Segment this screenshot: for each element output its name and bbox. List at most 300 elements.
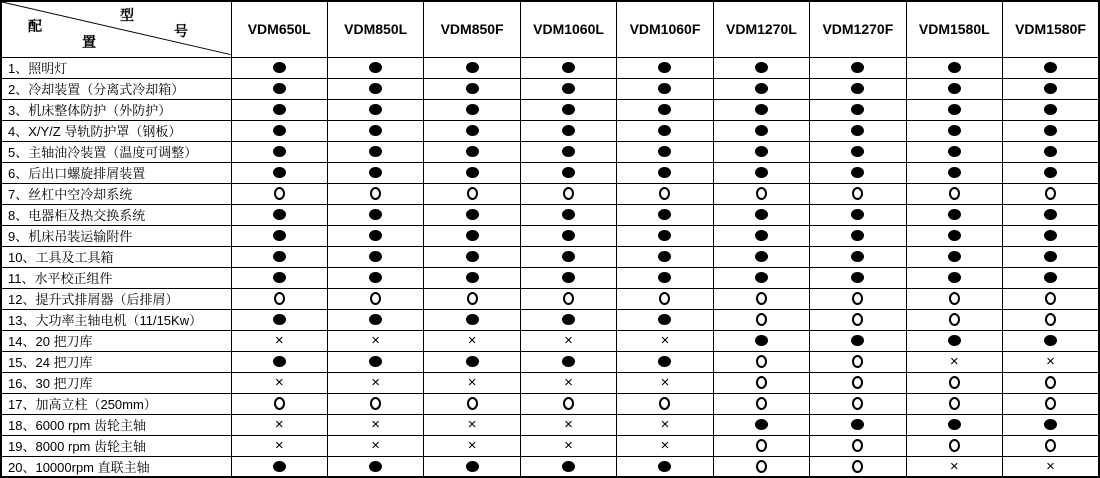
cell-standard: [1003, 141, 1100, 162]
cell-standard: [327, 456, 423, 477]
cell-standard: [810, 330, 906, 351]
filled-circle-symbol: [1044, 167, 1057, 178]
cell-standard: [617, 456, 713, 477]
cell-standard: [424, 456, 520, 477]
row-label: 1、照明灯: [1, 57, 231, 78]
filled-circle-symbol: [948, 104, 961, 115]
cell-standard: [1003, 120, 1100, 141]
cell-standard: [713, 120, 809, 141]
filled-circle-symbol: [948, 230, 961, 241]
open-circle-symbol: [756, 460, 767, 473]
table-row: [1, 57, 1099, 78]
cross-symbol: ×: [274, 437, 284, 454]
filled-circle-symbol: [755, 251, 768, 262]
cell-standard: [617, 246, 713, 267]
cell-standard: [327, 78, 423, 99]
cross-symbol: ×: [467, 332, 477, 349]
cell-standard: [810, 414, 906, 435]
cell-standard: [327, 267, 423, 288]
cell-standard: [327, 309, 423, 330]
filled-circle-symbol: [658, 272, 671, 283]
cell-optional: [231, 393, 327, 414]
open-circle-symbol: [1045, 313, 1056, 326]
cell-standard: [810, 225, 906, 246]
cell-unavailable: [231, 330, 327, 351]
cell-unavailable: [424, 330, 520, 351]
cell-optional: [713, 288, 809, 309]
open-circle-symbol: [852, 355, 863, 368]
filled-circle-symbol: [851, 146, 864, 157]
filled-circle-symbol: [273, 146, 286, 157]
filled-circle-symbol: [658, 125, 671, 136]
cross-symbol: ×: [660, 416, 670, 433]
cell-standard: [231, 225, 327, 246]
filled-circle-symbol: [466, 167, 479, 178]
filled-circle-symbol: [851, 230, 864, 241]
filled-circle-symbol: [562, 62, 575, 73]
table-row: [1, 141, 1099, 162]
row-label: 2、冷却装置（分离式冷却箱）: [1, 78, 231, 99]
filled-circle-symbol: [466, 125, 479, 136]
filled-circle-symbol: [273, 251, 286, 262]
cell-optional: [1003, 393, 1100, 414]
cell-standard: [424, 309, 520, 330]
filled-circle-symbol: [466, 83, 479, 94]
cell-standard: [713, 414, 809, 435]
cell-optional: [810, 351, 906, 372]
cell-unavailable: [231, 435, 327, 456]
cross-symbol: ×: [1046, 457, 1055, 475]
table-row: [1, 372, 1099, 393]
row-label: 17、加高立柱（250mm）: [1, 393, 231, 414]
open-circle-symbol: [1045, 439, 1056, 452]
cell-unavailable: [1003, 351, 1100, 372]
filled-circle-symbol: [755, 104, 768, 115]
filled-circle-symbol: [948, 167, 961, 178]
open-circle-symbol: [949, 397, 960, 410]
open-circle-symbol: [370, 397, 381, 410]
filled-circle-symbol: [562, 461, 575, 472]
cell-standard: [906, 414, 1002, 435]
open-circle-symbol: [274, 292, 285, 305]
filled-circle-symbol: [1044, 125, 1057, 136]
cross-symbol: ×: [660, 437, 670, 454]
row-label: 20、10000rpm 直联主轴: [1, 456, 231, 477]
cell-standard: [424, 141, 520, 162]
filled-circle-symbol: [273, 314, 286, 325]
cell-unavailable: [424, 435, 520, 456]
cell-standard: [327, 204, 423, 225]
cell-standard: [231, 246, 327, 267]
cell-optional: [810, 435, 906, 456]
cross-symbol: ×: [949, 353, 959, 370]
cell-optional: [1003, 435, 1100, 456]
cell-standard: [810, 204, 906, 225]
filled-circle-symbol: [755, 230, 768, 241]
filled-circle-symbol: [466, 230, 479, 241]
filled-circle-symbol: [273, 461, 286, 472]
table-row: [1, 267, 1099, 288]
cell-standard: [906, 78, 1002, 99]
filled-circle-symbol: [273, 83, 286, 94]
cell-standard: [906, 120, 1002, 141]
filled-circle-symbol: [755, 83, 768, 94]
cell-optional: [520, 183, 616, 204]
filled-circle-symbol: [273, 356, 286, 367]
filled-circle-symbol: [273, 104, 286, 115]
filled-circle-symbol: [369, 356, 382, 367]
cell-standard: [520, 78, 616, 99]
open-circle-symbol: [370, 292, 381, 305]
cell-standard: [424, 120, 520, 141]
filled-circle-symbol: [948, 209, 961, 220]
corner-label-model-char-1: 型: [120, 7, 134, 23]
cell-optional: [713, 183, 809, 204]
column-header: VDM850F: [424, 1, 520, 57]
cell-standard: [713, 330, 809, 351]
cross-symbol: ×: [467, 416, 477, 433]
cell-standard: [617, 225, 713, 246]
cell-optional: [906, 309, 1002, 330]
cell-standard: [424, 267, 520, 288]
filled-circle-symbol: [369, 62, 382, 73]
table-row: [1, 288, 1099, 309]
filled-circle-symbol: [369, 146, 382, 157]
cell-optional: [906, 393, 1002, 414]
cell-standard: [713, 162, 809, 183]
filled-circle-symbol: [466, 356, 479, 367]
open-circle-symbol: [852, 376, 863, 389]
filled-circle-symbol: [562, 209, 575, 220]
filled-circle-symbol: [1044, 209, 1057, 220]
cell-optional: [810, 288, 906, 309]
table-row: [1, 183, 1099, 204]
table-row: [1, 99, 1099, 120]
cell-standard: [617, 120, 713, 141]
cell-standard: [231, 351, 327, 372]
cell-standard: [810, 99, 906, 120]
cell-optional: [713, 456, 809, 477]
filled-circle-symbol: [466, 251, 479, 262]
row-label: 9、机床吊装运输附件: [1, 225, 231, 246]
cross-symbol: ×: [467, 437, 477, 454]
filled-circle-symbol: [369, 251, 382, 262]
table-row: [1, 456, 1099, 477]
open-circle-symbol: [659, 397, 670, 410]
table-row: [1, 435, 1099, 456]
cell-standard: [617, 204, 713, 225]
open-circle-symbol: [563, 397, 574, 410]
cell-standard: [713, 225, 809, 246]
cell-optional: [906, 183, 1002, 204]
cell-unavailable: [617, 435, 713, 456]
cross-symbol: ×: [274, 416, 284, 433]
cell-standard: [424, 99, 520, 120]
filled-circle-symbol: [948, 125, 961, 136]
open-circle-symbol: [756, 292, 767, 305]
filled-circle-symbol: [273, 125, 286, 136]
open-circle-symbol: [370, 187, 381, 200]
cell-optional: [810, 309, 906, 330]
cell-standard: [1003, 204, 1100, 225]
table-row: [1, 162, 1099, 183]
filled-circle-symbol: [369, 83, 382, 94]
filled-circle-symbol: [273, 62, 286, 73]
filled-circle-symbol: [1044, 272, 1057, 283]
cell-standard: [906, 204, 1002, 225]
cell-standard: [617, 57, 713, 78]
open-circle-symbol: [949, 187, 960, 200]
cross-symbol: ×: [1046, 353, 1055, 370]
filled-circle-symbol: [466, 209, 479, 220]
cell-standard: [1003, 162, 1100, 183]
cell-standard: [520, 141, 616, 162]
cell-optional: [424, 183, 520, 204]
row-label: 7、丝杠中空冷却系统: [1, 183, 231, 204]
cell-standard: [327, 246, 423, 267]
cell-standard: [424, 246, 520, 267]
open-circle-symbol: [949, 376, 960, 389]
cell-standard: [810, 57, 906, 78]
open-circle-symbol: [756, 355, 767, 368]
cell-standard: [520, 246, 616, 267]
cross-symbol: ×: [274, 374, 284, 391]
cell-standard: [617, 351, 713, 372]
filled-circle-symbol: [1044, 230, 1057, 241]
filled-circle-symbol: [466, 314, 479, 325]
filled-circle-symbol: [948, 272, 961, 283]
cell-optional: [617, 183, 713, 204]
cell-standard: [520, 120, 616, 141]
cell-standard: [327, 99, 423, 120]
cell-optional: [1003, 183, 1100, 204]
filled-circle-symbol: [562, 125, 575, 136]
cell-standard: [810, 78, 906, 99]
cell-unavailable: [424, 414, 520, 435]
cell-optional: [617, 288, 713, 309]
filled-circle-symbol: [755, 272, 768, 283]
open-circle-symbol: [852, 313, 863, 326]
cell-optional: [520, 288, 616, 309]
cell-standard: [327, 141, 423, 162]
cell-unavailable: [424, 372, 520, 393]
cell-unavailable: [231, 372, 327, 393]
filled-circle-symbol: [466, 461, 479, 472]
cell-unavailable: [906, 351, 1002, 372]
cell-optional: [231, 288, 327, 309]
filled-circle-symbol: [755, 419, 768, 430]
filled-circle-symbol: [1044, 419, 1057, 430]
row-label: 19、8000 rpm 齿轮主轴: [1, 435, 231, 456]
table-row: [1, 78, 1099, 99]
table-row: [1, 330, 1099, 351]
filled-circle-symbol: [369, 125, 382, 136]
filled-circle-symbol: [1044, 251, 1057, 262]
row-label: 4、X/Y/Z 导轨防护罩（钢板）: [1, 120, 231, 141]
cross-symbol: ×: [467, 374, 477, 391]
filled-circle-symbol: [466, 272, 479, 283]
cell-standard: [424, 162, 520, 183]
table-row: [1, 309, 1099, 330]
open-circle-symbol: [467, 292, 478, 305]
cell-standard: [1003, 57, 1100, 78]
cell-standard: [1003, 78, 1100, 99]
filled-circle-symbol: [369, 209, 382, 220]
open-circle-symbol: [852, 292, 863, 305]
cell-standard: [906, 330, 1002, 351]
cell-unavailable: [327, 414, 423, 435]
cell-optional: [713, 435, 809, 456]
cell-standard: [520, 309, 616, 330]
cell-standard: [1003, 414, 1100, 435]
row-label: 11、水平校正组件: [1, 267, 231, 288]
cell-standard: [231, 162, 327, 183]
column-header: VDM850L: [327, 1, 423, 57]
cell-standard: [906, 225, 1002, 246]
filled-circle-symbol: [562, 230, 575, 241]
filled-circle-symbol: [658, 167, 671, 178]
cell-standard: [231, 57, 327, 78]
cell-optional: [327, 393, 423, 414]
filled-circle-symbol: [369, 104, 382, 115]
table-row: [1, 393, 1099, 414]
cell-standard: [231, 120, 327, 141]
cell-optional: [327, 288, 423, 309]
open-circle-symbol: [1045, 292, 1056, 305]
open-circle-symbol: [1045, 376, 1056, 389]
cell-standard: [1003, 246, 1100, 267]
cell-unavailable: [617, 414, 713, 435]
open-circle-symbol: [467, 187, 478, 200]
cell-standard: [713, 141, 809, 162]
column-header: VDM1060L: [520, 1, 616, 57]
corner-label-config-char-1: 配: [28, 18, 42, 34]
cell-optional: [713, 393, 809, 414]
filled-circle-symbol: [562, 356, 575, 367]
filled-circle-symbol: [948, 335, 961, 346]
cell-optional: [424, 288, 520, 309]
open-circle-symbol: [659, 292, 670, 305]
cell-standard: [713, 204, 809, 225]
cross-symbol: ×: [660, 374, 670, 391]
cell-optional: [231, 183, 327, 204]
cell-standard: [713, 267, 809, 288]
cell-unavailable: [520, 414, 616, 435]
filled-circle-symbol: [369, 230, 382, 241]
cell-standard: [520, 267, 616, 288]
filled-circle-symbol: [369, 314, 382, 325]
filled-circle-symbol: [562, 104, 575, 115]
cell-unavailable: [520, 435, 616, 456]
filled-circle-symbol: [466, 62, 479, 73]
cell-optional: [906, 288, 1002, 309]
cell-standard: [1003, 225, 1100, 246]
cell-standard: [810, 120, 906, 141]
row-label: 8、电器柜及热交换系统: [1, 204, 231, 225]
filled-circle-symbol: [658, 230, 671, 241]
table-row: [1, 204, 1099, 225]
cell-standard: [1003, 99, 1100, 120]
filled-circle-symbol: [851, 62, 864, 73]
cell-standard: [231, 99, 327, 120]
row-label: 15、24 把刀库: [1, 351, 231, 372]
filled-circle-symbol: [851, 83, 864, 94]
cell-standard: [713, 99, 809, 120]
cell-optional: [713, 309, 809, 330]
filled-circle-symbol: [562, 314, 575, 325]
row-label: 5、主轴油冷装置（温度可调整）: [1, 141, 231, 162]
filled-circle-symbol: [369, 167, 382, 178]
cell-standard: [713, 246, 809, 267]
cell-standard: [424, 57, 520, 78]
cell-standard: [617, 309, 713, 330]
cell-standard: [906, 267, 1002, 288]
filled-circle-symbol: [1044, 62, 1057, 73]
filled-circle-symbol: [755, 125, 768, 136]
cell-standard: [713, 78, 809, 99]
table-row: [1, 225, 1099, 246]
cell-unavailable: [617, 330, 713, 351]
cross-symbol: ×: [564, 374, 573, 391]
cell-optional: [520, 393, 616, 414]
open-circle-symbol: [949, 313, 960, 326]
open-circle-symbol: [274, 397, 285, 410]
column-header: VDM1270L: [713, 1, 809, 57]
cell-standard: [327, 57, 423, 78]
open-circle-symbol: [756, 313, 767, 326]
cell-unavailable: [906, 456, 1002, 477]
cross-symbol: ×: [371, 332, 381, 349]
cell-standard: [327, 351, 423, 372]
filled-circle-symbol: [851, 272, 864, 283]
cell-standard: [520, 57, 616, 78]
open-circle-symbol: [756, 376, 767, 389]
cell-standard: [906, 141, 1002, 162]
cell-standard: [424, 225, 520, 246]
filled-circle-symbol: [658, 356, 671, 367]
filled-circle-symbol: [1044, 83, 1057, 94]
cell-optional: [713, 372, 809, 393]
cell-standard: [520, 204, 616, 225]
filled-circle-symbol: [273, 209, 286, 220]
cell-optional: [1003, 309, 1100, 330]
cell-standard: [906, 162, 1002, 183]
cell-standard: [713, 57, 809, 78]
filled-circle-symbol: [658, 83, 671, 94]
cell-standard: [231, 141, 327, 162]
filled-circle-symbol: [851, 251, 864, 262]
filled-circle-symbol: [466, 104, 479, 115]
cell-optional: [810, 372, 906, 393]
filled-circle-symbol: [562, 83, 575, 94]
cell-optional: [327, 183, 423, 204]
cell-standard: [810, 267, 906, 288]
cell-standard: [810, 162, 906, 183]
filled-circle-symbol: [466, 146, 479, 157]
cell-standard: [906, 57, 1002, 78]
cell-unavailable: [617, 372, 713, 393]
cell-standard: [617, 99, 713, 120]
cell-unavailable: [327, 330, 423, 351]
cell-unavailable: [1003, 456, 1100, 477]
row-label: 6、后出口螺旋排屑装置: [1, 162, 231, 183]
table-body: [1, 57, 1099, 477]
open-circle-symbol: [659, 187, 670, 200]
filled-circle-symbol: [755, 62, 768, 73]
cell-optional: [906, 435, 1002, 456]
corner-label-model-char-2: 号: [174, 23, 188, 39]
cell-standard: [617, 78, 713, 99]
